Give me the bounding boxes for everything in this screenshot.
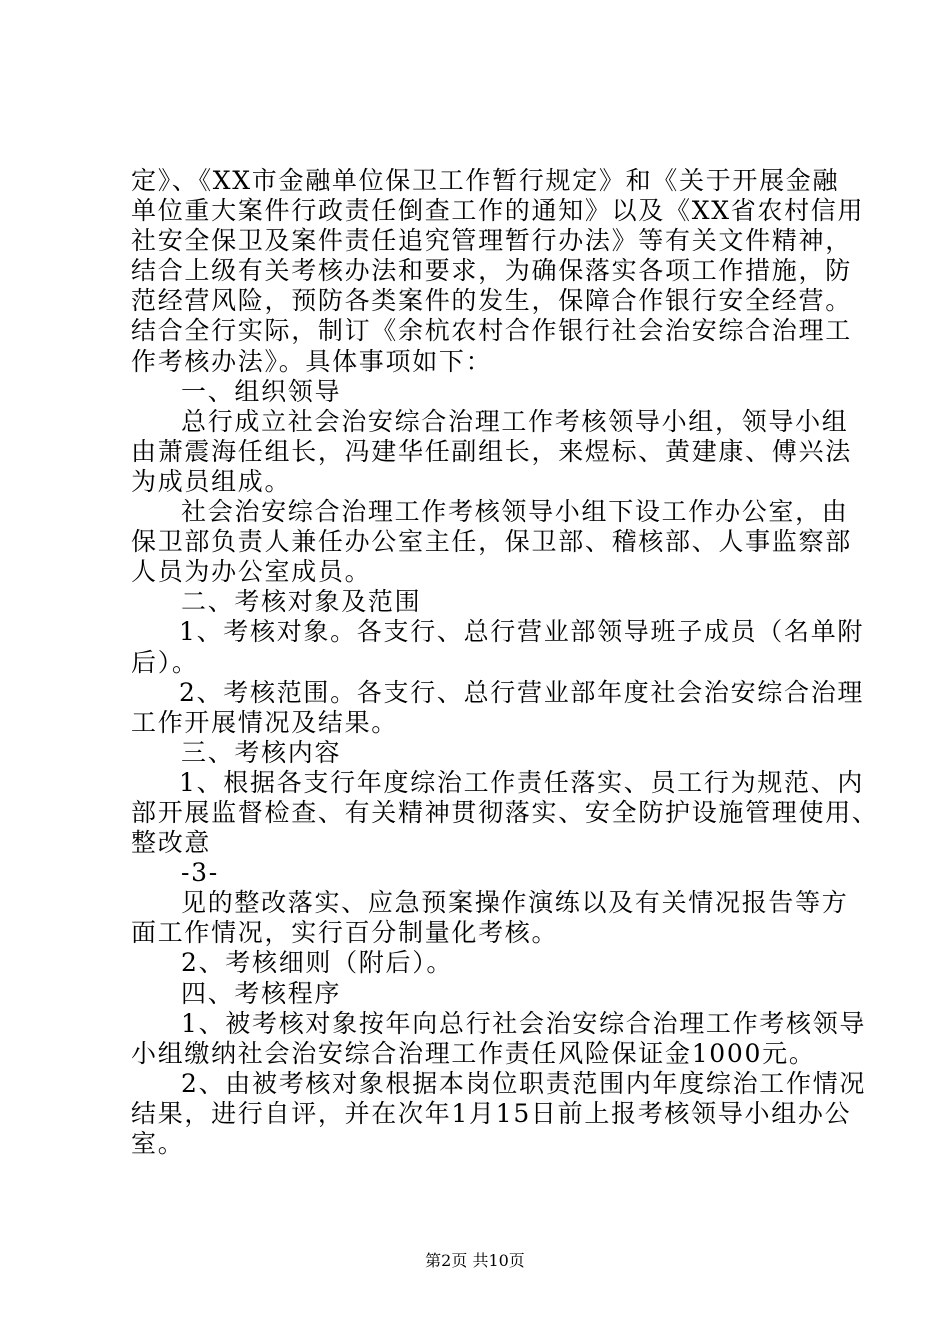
text-line: 单位重大案件行政责任倒查工作的通知》以及《XX省农村信用 (131, 196, 865, 226)
text-line: 面工作情况，实行百分制量化考核。 (131, 918, 559, 948)
section-heading: 三、考核内容 (181, 737, 342, 767)
text-line: 定》、《XX市金融单位保卫工作暂行规定》和《关于开展金融 (131, 166, 840, 195)
text-line: 作考核办法》。具体事项如下： (131, 346, 493, 376)
text-line: 总行成立社会治安综合治理工作考核领导小组，领导小组 (181, 406, 849, 436)
text-line: 2、考核范围。各支行、总行营业部年度社会治安综合治理 (179, 677, 865, 707)
section-heading: 四、考核程序 (181, 978, 342, 1008)
text-line: 1、被考核对象按年向总行社会治安综合治理工作考核领导 (181, 1008, 867, 1038)
section-heading: 一、组织领导 (181, 376, 342, 406)
text-line: 保卫部负责人兼任办公室主任，保卫部、稽核部、人事监察部 (131, 527, 852, 557)
page-number-label: 第2页 共10页 (425, 1251, 525, 1270)
text-line: 2、由被考核对象根据本岗位职责范围内年度综治工作情况 (181, 1068, 867, 1098)
section-heading: 二、考核对象及范围 (181, 587, 422, 617)
text-line: 工作开展情况及结果。 (131, 707, 399, 737)
page-footer (0, 1248, 950, 1271)
text-line: 1、根据各支行年度综治工作责任落实、员工行为规范、内 (179, 767, 865, 797)
inline-page-number: -3- (181, 858, 219, 888)
text-line: 小组缴纳社会治安综合治理工作责任风险保证金1000元。 (131, 1038, 816, 1068)
text-line: 见的整改落实、应急预案操作演练以及有关情况报告等方 (181, 888, 849, 918)
document-body (131, 166, 879, 1159)
text-line: 后）。 (131, 647, 199, 677)
text-line: 人员为办公室成员。 (131, 557, 372, 587)
text-line: 2、考核细则（附后）。 (181, 948, 454, 978)
text-line: 结合全行实际，制订《余杭农村合作银行社会治安综合治理工 (131, 316, 852, 346)
text-line: 范经营风险，预防各类案件的发生，保障合作银行安全经营。 (131, 286, 852, 316)
text-line: 部开展监督检查、有关精神贯彻落实、安全防护设施管理使用、 (131, 797, 879, 827)
text-line: 社安全保卫及案件责任追究管理暂行办法》等有关文件精神， (131, 226, 852, 256)
text-line: 室。 (131, 1129, 185, 1158)
text-line: 1、考核对象。各支行、总行营业部领导班子成员（名单附 (179, 617, 865, 647)
text-line: 社会治安综合治理工作考核领导小组下设工作办公室，由 (181, 497, 849, 527)
text-line: 结合上级有关考核办法和要求，为确保落实各项工作措施，防 (131, 256, 852, 286)
text-line: 由萧震海任组长，冯建华任副组长，来煜标、黄建康、傅兴法 (131, 436, 852, 466)
text-line: 结果，进行自评，并在次年1月15日前上报考核领导小组办公 (131, 1098, 852, 1128)
text-line: 整改意 (131, 828, 212, 858)
text-line: 为成员组成。 (131, 466, 292, 496)
